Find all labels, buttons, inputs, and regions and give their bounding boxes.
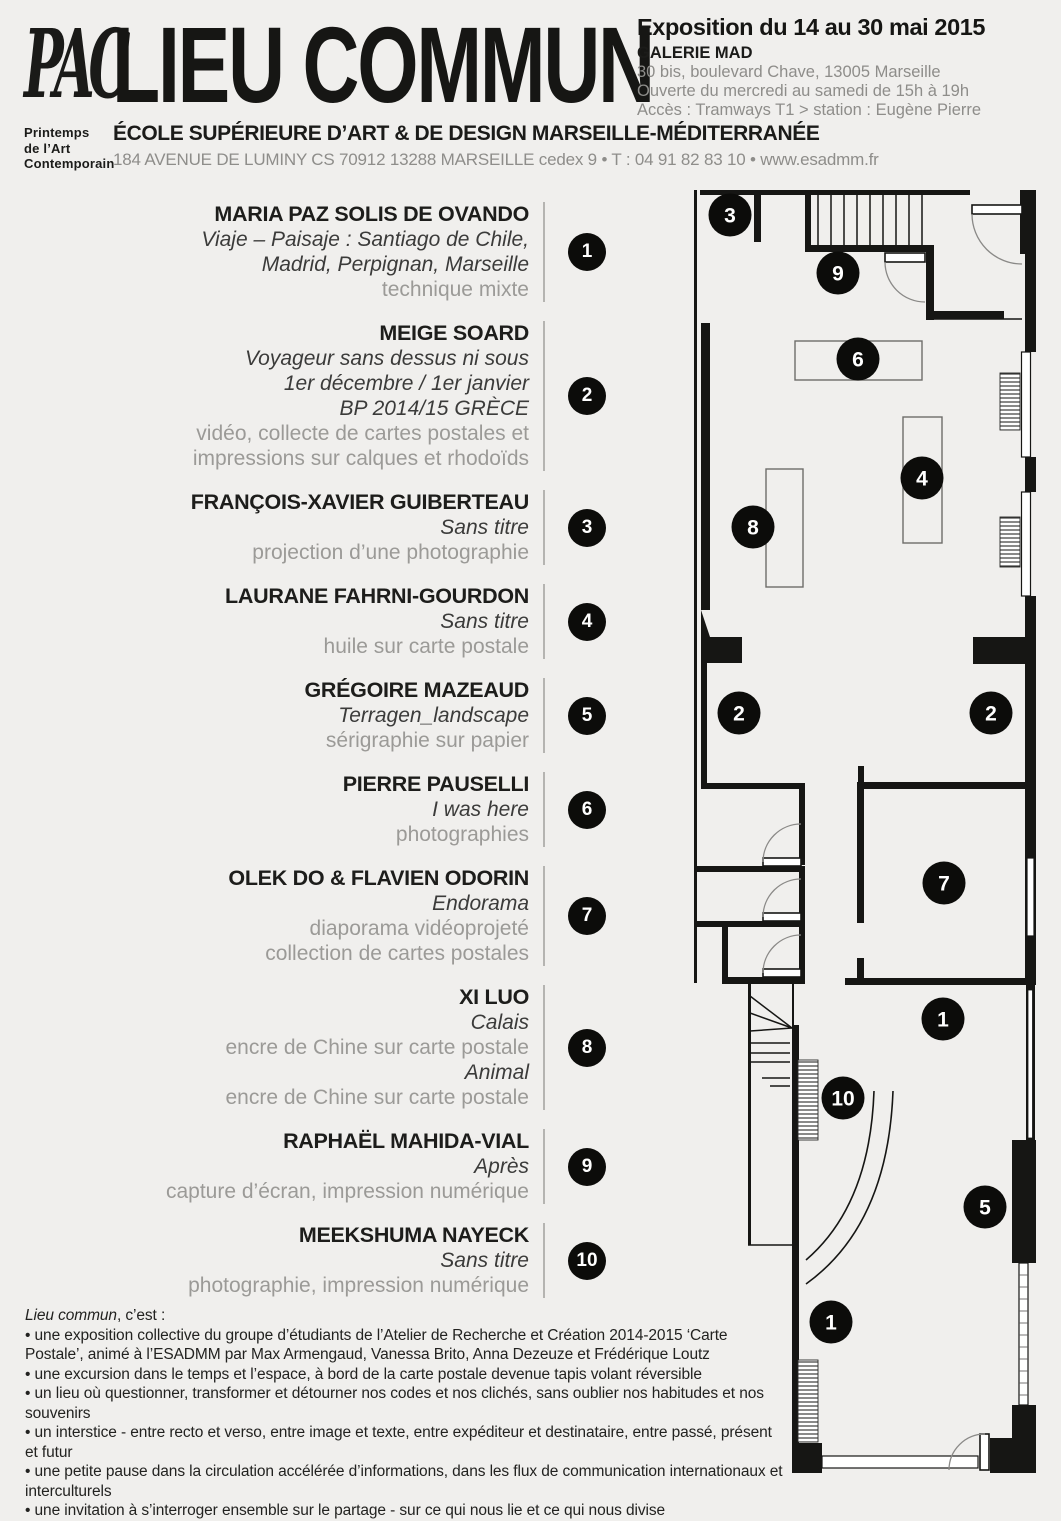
artist-number-column <box>545 490 629 565</box>
artwork-title: Viaje – Paisaje : Santiago de Chile, <box>201 228 529 251</box>
artwork-title: Sans titre <box>440 610 529 633</box>
artwork-title: Sans titre <box>440 1249 529 1272</box>
plan-marker-number: 9 <box>832 262 844 286</box>
artwork-technique: huile sur carte postale <box>323 635 529 658</box>
pac-logo-subtitle-line: Contemporain <box>24 156 115 171</box>
artist-number-column <box>545 866 629 966</box>
pac-logo-mark: PAC <box>24 10 125 121</box>
artist-number-column <box>545 1223 629 1298</box>
artwork-technique: collection de cartes postales <box>265 942 529 965</box>
artist-text <box>100 202 545 302</box>
artist-row <box>100 772 629 847</box>
radiator-icon <box>798 373 1020 1442</box>
artist-number-column <box>545 321 629 471</box>
plan-marker-number: 4 <box>916 467 928 491</box>
artist-row <box>100 321 629 471</box>
artwork-technique: capture d’écran, impression numérique <box>165 1180 529 1203</box>
plan-thin-lines <box>748 193 1022 1284</box>
artist-name: GRÉGOIRE MAZEAUD <box>304 678 529 702</box>
artwork-title: Sans titre <box>440 516 529 539</box>
plan-marker-number: 3 <box>724 204 736 228</box>
artist-name: FRANÇOIS-XAVIER GUIBERTEAU <box>190 490 529 514</box>
artwork-title: Animal <box>464 1061 529 1084</box>
floorplan <box>690 185 1040 1480</box>
school-address: 184 AVENUE DE LUMINY CS 70912 13288 MARSEILLE cedex 9 • T : 04 91 82 83 10 • www.esadmm.fr <box>113 150 879 169</box>
artwork-technique: photographies <box>395 823 529 846</box>
plan-marker-number: 1 <box>825 1311 837 1335</box>
gallery-detail-line: Accès : Tramways T1 > station : Eugène Pierre <box>637 101 982 119</box>
artist-row <box>100 985 629 1110</box>
exposition-dates: Exposition du 14 au 30 mai 2015 <box>637 14 986 40</box>
artwork-title: Endorama <box>432 892 529 915</box>
artwork-technique: encre de Chine sur carte postale <box>225 1036 529 1059</box>
artwork-technique: vidéo, collecte de cartes postales et <box>196 422 529 445</box>
footer-bullet-list <box>25 1326 787 1521</box>
plan-marker-number: 6 <box>852 348 864 372</box>
artwork-title: I was here <box>432 798 529 821</box>
exposition-info <box>637 14 1057 120</box>
pac-logo-subtitle-line: de l’Art <box>24 140 71 156</box>
footer-intro-rest: , c’est : <box>116 1307 166 1324</box>
artist-row <box>100 1223 629 1298</box>
artist-number-column <box>545 1129 629 1204</box>
artist-row <box>100 584 629 659</box>
artwork-technique: diaporama vidéoprojeté <box>309 917 529 940</box>
plan-marker-number: 2 <box>733 702 745 726</box>
footer-intro-title: Lieu commun <box>25 1307 117 1324</box>
school-name: ÉCOLE SUPÉRIEURE D’ART & DE DESIGN MARSEILLE-MÉDITERRANÉE <box>113 122 820 145</box>
footer-bullet: • une petite pause dans la circulation accélérée d’informations, dans les flux de communication internationaux et interculturels <box>25 1463 783 1500</box>
artist-number-badge: 1 <box>568 233 606 271</box>
artist-text <box>100 490 545 565</box>
artist-number-badge: 2 <box>568 377 606 415</box>
artist-name: MEEKSHUMA NAYECK <box>298 1223 529 1247</box>
footer-bullet: • une invitation à s’interroger ensemble sur le partage - sur ce qui nous lie et ce qui nous divise <box>25 1502 665 1519</box>
artist-text <box>100 1129 545 1204</box>
gallery-name: GALERIE MAD <box>637 44 753 62</box>
artwork-title: 1er décembre / 1er janvier <box>283 372 529 395</box>
artist-number-badge: 4 <box>568 603 606 641</box>
artist-number-badge: 7 <box>568 897 606 935</box>
plan-marker-number: 1 <box>937 1008 949 1032</box>
artist-number-column <box>545 772 629 847</box>
plan-walls <box>694 190 1036 1473</box>
artwork-technique: projection d’une photographie <box>252 541 529 564</box>
footer-bullet: • une excursion dans le temps et l’espace, à bord de la carte postale devenue tapis volant réversible <box>25 1365 702 1383</box>
artwork-title: Après <box>474 1155 529 1178</box>
artist-name: XI LUO <box>459 985 529 1009</box>
artist-name: MARIA PAZ SOLIS DE OVANDO <box>214 202 529 226</box>
artist-number-badge: 8 <box>568 1029 606 1067</box>
artist-row <box>100 866 629 966</box>
artwork-technique: impressions sur calques et rhodoïds <box>192 447 529 470</box>
plan-marker-number: 5 <box>979 1196 991 1220</box>
artist-text <box>100 1223 545 1298</box>
artist-text <box>100 678 545 753</box>
artist-name: OLEK DO & FLAVIEN ODORIN <box>228 866 529 890</box>
gallery-detail-line: 30 bis, boulevard Chave, 13005 Marseille <box>637 63 941 81</box>
pac-logo <box>24 10 125 171</box>
artist-name: MEIGE SOARD <box>379 321 529 345</box>
artist-list <box>100 202 629 1317</box>
pac-logo-subtitle-line: Printemps <box>24 125 90 140</box>
artwork-technique: sérigraphie sur papier <box>325 729 529 752</box>
artist-text <box>100 584 545 659</box>
plan-marker-number: 10 <box>831 1087 855 1111</box>
artwork-technique: photographie, impression numérique <box>188 1274 529 1297</box>
artwork-technique: encre de Chine sur carte postale <box>225 1086 529 1109</box>
artist-text <box>100 985 545 1110</box>
footer-bullet: • un lieu où questionner, transformer et détourner nos codes et nos clichés, sans oublier nos habitudes et nos souvenirs <box>25 1385 764 1422</box>
artist-number-column <box>545 678 629 753</box>
artwork-title: Calais <box>470 1011 529 1034</box>
gallery-details <box>637 63 1057 120</box>
plan-marker-number: 8 <box>747 516 759 540</box>
footer-bullet: • un interstice - entre recto et verso, entre image et texte, entre expéditeur et destinataire, entre passé, présent et futur <box>25 1424 772 1461</box>
footer-bullet: • une exposition collective du groupe d’étudiants de l’Atelier de Recherche et Création 2014-2015 ‘Carte Postale’, animé à l’ESADMM par Max Armengaud, Vanessa Brito, Anna Dezeuze et Frédérique Loutz <box>25 1326 728 1363</box>
artist-name: PIERRE PAUSELLI <box>342 772 529 796</box>
artist-number-badge: 5 <box>568 697 606 735</box>
artist-number-column <box>545 584 629 659</box>
artist-number-badge: 3 <box>568 509 606 547</box>
artwork-title: BP 2014/15 GRÈCE <box>339 397 529 420</box>
artist-row <box>100 202 629 302</box>
artwork-title: Voyageur sans dessus ni sous <box>244 347 529 370</box>
artist-row <box>100 678 629 753</box>
artist-name: LAURANE FAHRNI-GOURDON <box>225 584 529 608</box>
artist-number-column <box>545 202 629 302</box>
artist-row <box>100 490 629 565</box>
artist-name: RAPHAËL MAHIDA-VIAL <box>283 1129 529 1153</box>
pac-logo-subtitle <box>24 125 115 172</box>
artwork-title: Terragen_landscape <box>338 704 529 727</box>
artist-row <box>100 1129 629 1204</box>
footer-intro <box>25 1306 787 1326</box>
artwork-title: Madrid, Perpignan, Marseille <box>261 253 529 276</box>
artist-text <box>100 772 545 847</box>
plan-marker-number: 2 <box>985 702 997 726</box>
artist-number-badge: 9 <box>568 1148 606 1186</box>
page-title: LIEU COMMUN <box>112 4 653 125</box>
plan-marker-number: 7 <box>938 872 950 896</box>
artist-text <box>100 866 545 966</box>
artist-text <box>100 321 545 471</box>
artist-number-badge: 10 <box>568 1242 606 1280</box>
artist-number-column <box>545 985 629 1110</box>
artwork-technique: technique mixte <box>381 278 529 301</box>
footer-description <box>25 1306 787 1521</box>
gallery-detail-line: Ouverte du mercredi au samedi de 15h à 19h <box>637 82 970 100</box>
artist-number-badge: 6 <box>568 791 606 829</box>
